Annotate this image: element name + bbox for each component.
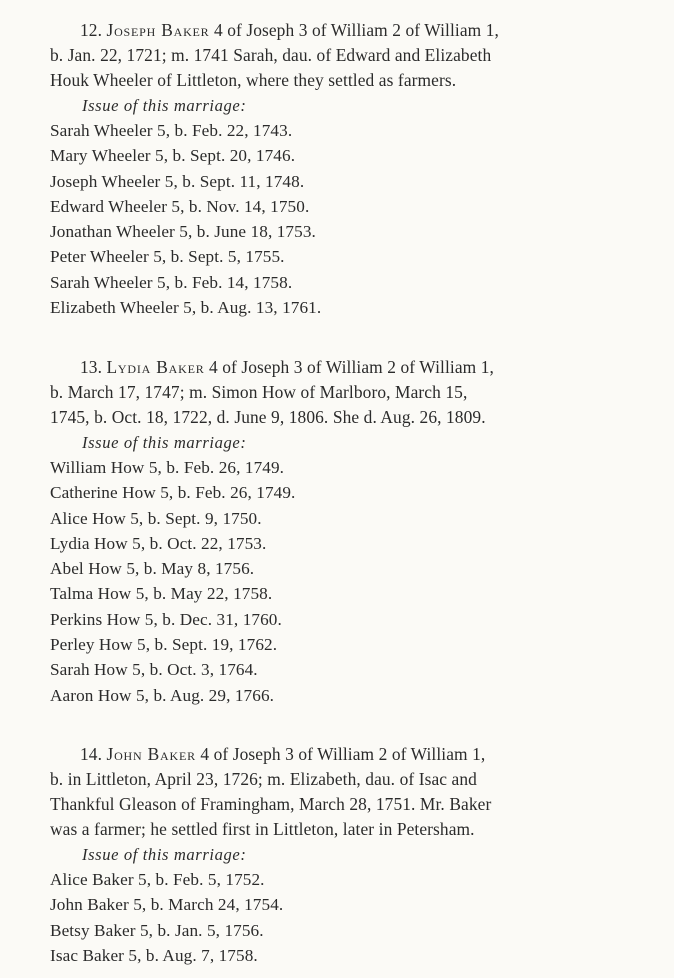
- entry-section-14: [50, 742, 640, 968]
- children-list: [50, 867, 640, 968]
- heading-line-2: b. March 17, 1747; m. Simon How of Marlboro, March 15,: [50, 382, 468, 402]
- issue-label: Issue of this marriage:: [82, 845, 247, 864]
- child-entry: Talma How 5, b. May 22, 1758.: [50, 584, 273, 604]
- child-entry: Aaron How 5, b. Aug. 29, 1766.: [50, 685, 275, 705]
- children-list: [50, 455, 640, 708]
- child-entry: Perley How 5, b. Sept. 19, 1762.: [50, 635, 278, 655]
- child-entry: John Baker 5, b. March 24, 1754.: [50, 895, 284, 915]
- child-entry: Sarah Wheeler 5, b. Feb. 22, 1743.: [50, 121, 293, 140]
- child-entry: Sarah How 5, b. Oct. 3, 1764.: [50, 660, 258, 680]
- issue-label: Issue of this marriage:: [82, 433, 247, 452]
- entry-heading: [50, 742, 640, 842]
- entry-section-12: [50, 18, 640, 320]
- child-entry: Alice Baker 5, b. Feb. 5, 1752.: [50, 870, 265, 889]
- heading-line-1: [50, 742, 640, 767]
- heading-line-3: 1745, b. Oct. 18, 1722, d. June 9, 1806. She d. Aug. 26, 1809.: [50, 407, 486, 427]
- child-entry: Catherine How 5, b. Feb. 26, 1749.: [50, 483, 296, 503]
- heading-line-4: was a farmer; he settled first in Littleton, later in Petersham.: [50, 819, 475, 839]
- issue-label: Issue of this marriage:: [82, 96, 247, 115]
- entry-number: 14.: [80, 744, 103, 764]
- child-entry: Joseph Wheeler 5, b. Sept. 11, 1748.: [50, 171, 305, 191]
- heading-line-3: Thankful Gleason of Framingham, March 28, 1751. Mr. Baker: [50, 794, 492, 814]
- child-entry: Sarah Wheeler 5, b. Feb. 14, 1758.: [50, 272, 293, 292]
- heading-line-3: Houk Wheeler of Littleton, where they settled as farmers.: [50, 70, 457, 90]
- entry-number: 12.: [80, 20, 103, 40]
- heading-line-2: b. Jan. 22, 1721; m. 1741 Sarah, dau. of Edward and Elizabeth: [50, 45, 492, 65]
- entry-name: John Baker: [106, 744, 196, 764]
- entry-name: Lydia Baker: [106, 357, 205, 377]
- entry-number: 13.: [80, 357, 103, 377]
- entry-name: Joseph Baker: [106, 20, 210, 40]
- child-entry: Jonathan Wheeler 5, b. June 18, 1753.: [50, 222, 316, 242]
- child-entry: Perkins How 5, b. Dec. 31, 1760.: [50, 609, 282, 629]
- child-entry: Isac Baker 5, b. Aug. 7, 1758.: [50, 945, 258, 965]
- children-list: [50, 118, 640, 320]
- heading-line-2: b. in Littleton, April 23, 1726; m. Elizabeth, dau. of Isac and: [50, 769, 477, 789]
- lineage-text: 4 of Joseph 3 of William 2 of William 1,: [204, 357, 494, 377]
- heading-line-1: [50, 18, 640, 43]
- child-entry: Mary Wheeler 5, b. Sept. 20, 1746.: [50, 146, 296, 166]
- entry-section-13: [50, 355, 640, 708]
- child-entry: Lydia How 5, b. Oct. 22, 1753.: [50, 533, 267, 553]
- child-entry: Edward Wheeler 5, b. Nov. 14, 1750.: [50, 196, 310, 216]
- lineage-text: 4 of Joseph 3 of William 2 of William 1,: [195, 744, 486, 764]
- child-entry: Peter Wheeler 5, b. Sept. 5, 1755.: [50, 247, 285, 267]
- entry-heading: [50, 355, 640, 430]
- heading-line-1: [50, 355, 640, 380]
- child-entry: Betsy Baker 5, b. Jan. 5, 1756.: [50, 920, 264, 940]
- child-entry: William How 5, b. Feb. 26, 1749.: [50, 458, 285, 477]
- entry-heading: [50, 18, 640, 93]
- lineage-text: 4 of Joseph 3 of William 2 of William 1,: [209, 20, 499, 40]
- child-entry: Alice How 5, b. Sept. 9, 1750.: [50, 508, 262, 528]
- child-entry: Elizabeth Wheeler 5, b. Aug. 13, 1761.: [50, 298, 322, 318]
- child-entry: Abel How 5, b. May 8, 1756.: [50, 559, 255, 579]
